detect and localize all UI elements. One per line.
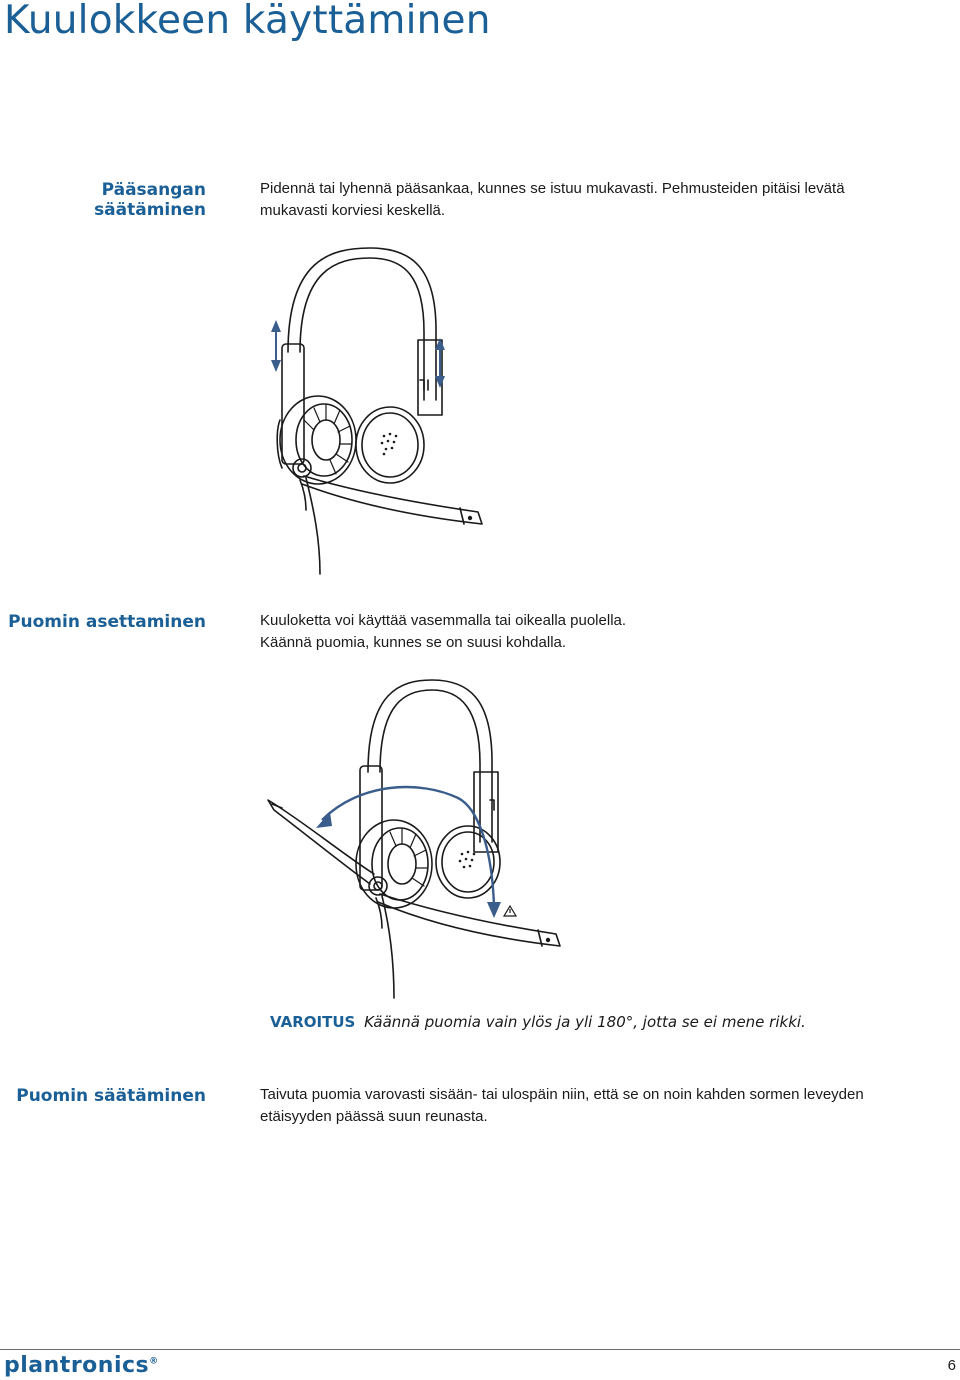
section-text-line: mukavasti korviesi keskellä. [260,202,446,219]
section-text-boom-position [260,610,940,654]
section-heading-headband: Pääsangan säätäminen [94,180,206,220]
headset-headband-illustration [240,240,520,580]
warning-note [270,1013,806,1031]
section-heading-boom-position: Puomin asettaminen [8,612,206,632]
warning-triangle-icon [504,906,516,916]
section-text-line: Pidennä tai lyhennä pääsankaa, kunnes se istuu mukavasti. Pehmusteiden pitäisi levätä [260,180,845,197]
section-text-line: Taivuta puomia varovasti sisään- tai ulospäin niin, että se on noin kahden sormen leveyden [260,1086,864,1103]
brand-registered-mark: ® [149,1356,159,1367]
section-text-line: Kuuloketta voi käyttää vasemmalla tai oikealla puolella. [260,612,627,629]
section-text-headband [260,178,940,222]
section-text-line: Käännä puomia, kunnes se on suusi kohdalla. [260,634,567,651]
footer-divider [0,1349,960,1350]
section-text-boom-adjust [260,1084,940,1128]
page-title: Kuulokkeen käyttäminen [4,0,491,43]
warning-label: VAROITUS [270,1013,356,1031]
section-heading-boom-adjust: Puomin säätäminen [16,1086,206,1106]
page-number: 6 [947,1357,956,1374]
brand-name: plantronics [4,1353,150,1378]
warning-text: Käännä puomia vain ylös ja yli 180°, jotta se ei mene rikki. [364,1013,806,1031]
headset-boom-rotate-illustration [260,672,580,1002]
brand-logo [4,1353,159,1378]
section-text-line: etäisyyden päässä suun reunasta. [260,1108,488,1125]
